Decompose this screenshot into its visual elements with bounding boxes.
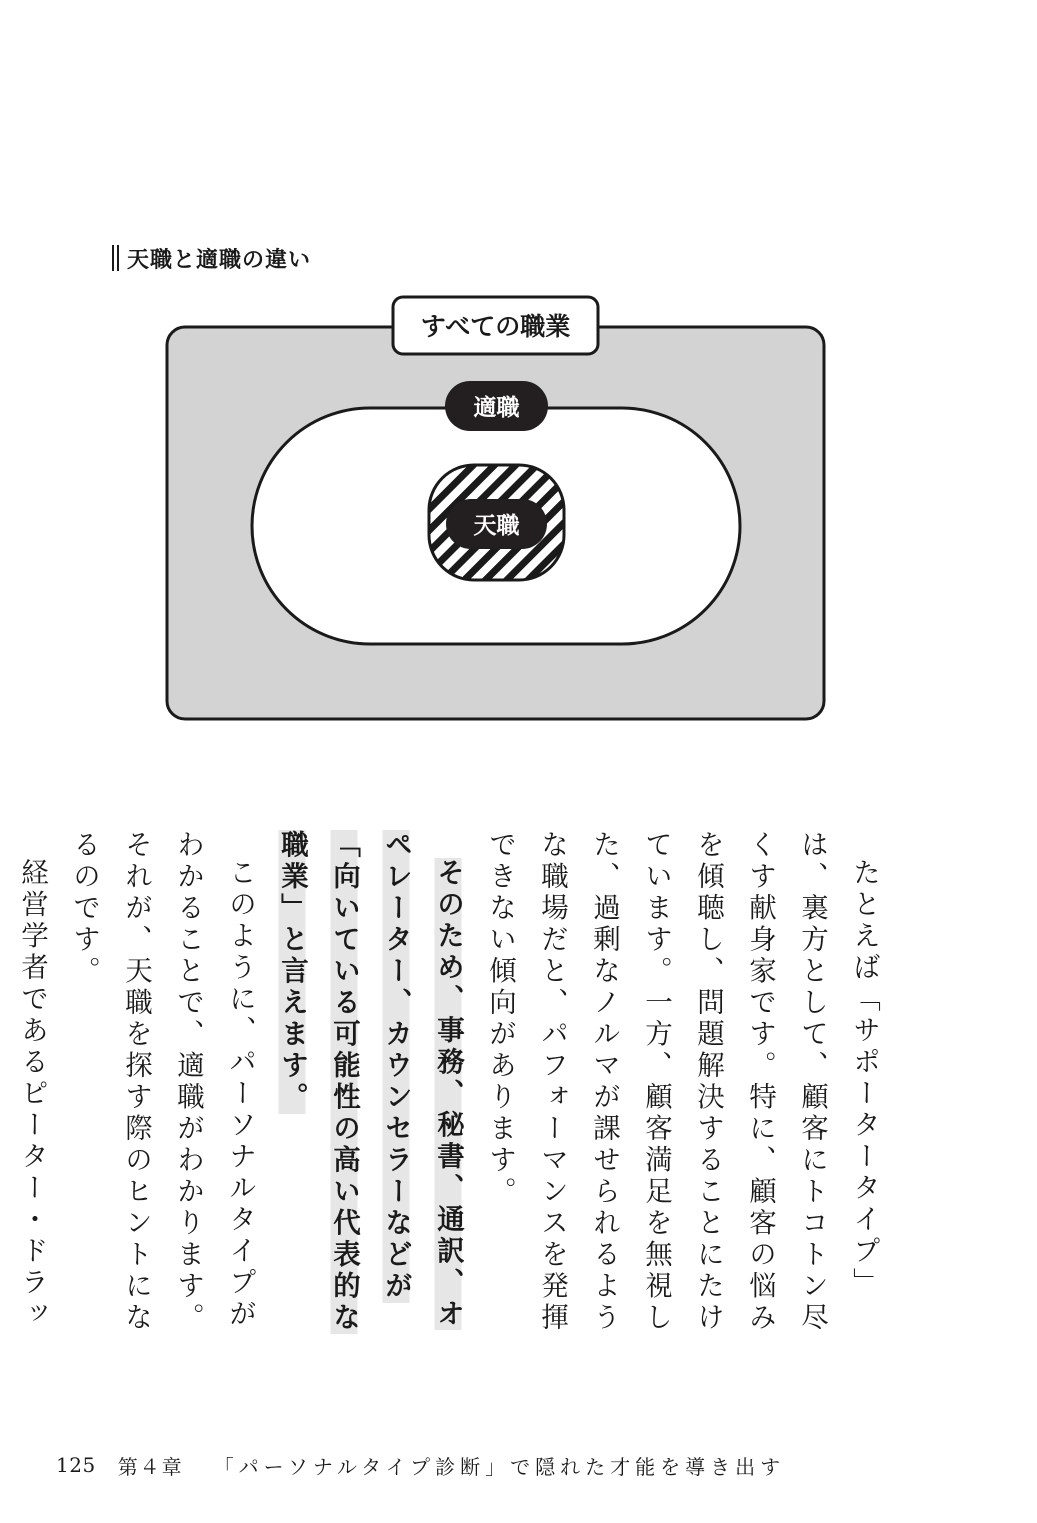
calling-label-text: 天職 <box>473 513 520 539</box>
section-title: 天職と適職の違い <box>127 247 312 273</box>
paragraph-drucker: 経営学者であるピーター・ドラッ <box>16 857 48 1330</box>
paragraph-summary: このように、パーソナルタイプがわかることで、適職がわかります。それが、天職を探す際のヒントになるのです。 <box>68 830 256 1334</box>
paragraph-emphasis <box>266 830 474 1355</box>
page-footer <box>56 1450 785 1480</box>
calling-label <box>446 499 547 549</box>
page-number: 125 <box>56 1453 96 1477</box>
emphasis-text: そのため、事務、秘書、通訳、オペレーター、カウンセラーなどが「向いている可能性の高い代表的な職業」と言えます。 <box>276 830 464 1334</box>
all-occupations-label <box>393 297 598 354</box>
suitable-jobs-label-text: 適職 <box>473 395 520 421</box>
paragraph-supporter: たとえば「サポータータイプ」は、裏方として、顧客にトコトン尽くす献身家です。特に、顧客の悩みを傾聴し、問題解決することにたけています。一方、顧客満足を無視した、過剰なノルマが課せられるような職場だと、パフォーマンスを発揮できない傾向があります。 <box>484 830 880 1334</box>
chapter-label: 第４章 <box>117 1454 184 1479</box>
all-occupations-label-text: すべての職業 <box>420 312 571 341</box>
chapter-title: 「パーソナルタイプ診断」で隠れた才能を導き出す <box>213 1454 786 1479</box>
suitable-jobs-label <box>445 381 548 431</box>
career-diagram <box>0 0 1037 760</box>
body-text <box>16 830 890 1355</box>
